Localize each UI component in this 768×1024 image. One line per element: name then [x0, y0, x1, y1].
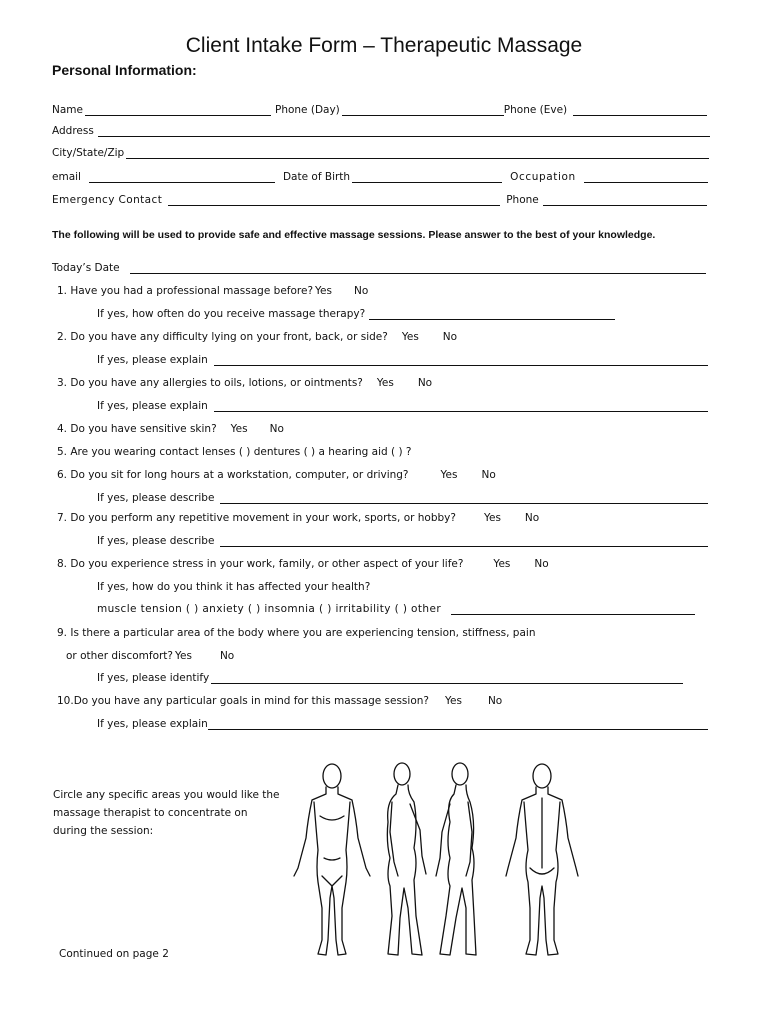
phone-eve-label: Phone (Eve) [503, 104, 568, 116]
yes-option[interactable]: Yes [440, 469, 458, 481]
email-row [52, 171, 708, 183]
question-text: 2. Do you have any difficulty lying on your front, back, or side? [57, 331, 388, 343]
question-text: 10.Do you have any particular goals in mind for this massage session? [57, 695, 429, 707]
question-6-followup [97, 492, 708, 504]
back-body-figure[interactable] [506, 764, 578, 955]
question-6 [57, 469, 496, 481]
question-text: 8. Do you experience stress in your work, family, or other aspect of your life? [57, 558, 464, 570]
followup-options-label: muscle tension ( ) anxiety ( ) insomnia ( ) irritability ( ) other [97, 603, 442, 615]
question-10-followup [97, 718, 708, 730]
followup-label: If yes, please describe [97, 492, 215, 504]
yes-option[interactable]: Yes [175, 650, 192, 662]
question-2-followup [97, 354, 708, 366]
question-9-followup [97, 672, 683, 684]
followup-field[interactable] [214, 354, 708, 366]
followup-label: If yes, please identify [97, 672, 210, 684]
yes-option[interactable]: Yes [376, 377, 394, 389]
followup-label: If yes, please explain [97, 400, 208, 412]
body-diagram[interactable] [280, 758, 600, 963]
followup-field[interactable] [220, 492, 708, 504]
question-8-followup-options [97, 603, 695, 615]
question-9-cont [66, 650, 234, 662]
address-label: Address [52, 125, 94, 137]
followup-label: If yes, please explain [97, 718, 208, 730]
name-label: Name [52, 104, 83, 116]
no-option[interactable]: No [442, 331, 458, 343]
emergency-label: Emergency Contact [52, 194, 163, 206]
question-text: 1. Have you had a professional massage before? [57, 285, 314, 297]
emergency-field[interactable] [168, 194, 500, 206]
question-1-followup [97, 308, 615, 320]
email-label: email [52, 171, 81, 183]
address-field[interactable] [98, 125, 710, 137]
no-option[interactable]: No [524, 512, 540, 524]
no-option[interactable]: No [487, 695, 503, 707]
yes-option[interactable]: Yes [230, 423, 248, 435]
followup-field[interactable] [220, 535, 708, 547]
followup-label: If yes, how often do you receive massage therapy? [97, 308, 366, 320]
occupation-field[interactable] [584, 171, 708, 183]
question-7 [57, 512, 539, 524]
section-heading: Personal Information: [52, 62, 197, 78]
yes-option[interactable]: Yes [444, 695, 462, 707]
occupation-label: Occupation [510, 171, 576, 183]
followup-label: If yes, please explain [97, 354, 208, 366]
question-8-followup [97, 581, 370, 593]
no-option[interactable]: No [481, 469, 496, 481]
followup-label: If yes, please describe [97, 535, 215, 547]
dob-label: Date of Birth [282, 171, 351, 183]
followup-other-field[interactable] [451, 603, 695, 615]
question-text: 9. Is there a particular area of the body where you are experiencing tension, stiffness, pain [57, 627, 536, 639]
phone-label: Phone [506, 194, 539, 206]
followup-field[interactable] [369, 308, 615, 320]
city-field[interactable] [126, 147, 709, 159]
name-field[interactable] [85, 104, 271, 116]
city-label: City/State/Zip [52, 147, 125, 159]
dob-field[interactable] [352, 171, 502, 183]
yes-option[interactable]: Yes [401, 331, 419, 343]
no-option[interactable]: No [417, 377, 433, 389]
question-text-cont: or other discomfort? [66, 650, 173, 662]
phone-eve-field[interactable] [573, 104, 707, 116]
no-option[interactable]: No [269, 423, 284, 435]
today-label: Today’s Date [52, 262, 120, 274]
question-10 [57, 695, 502, 707]
question-3-followup [97, 400, 708, 412]
today-row [52, 262, 706, 274]
form-title: Client Intake Form – Therapeutic Massage [185, 34, 583, 57]
question-8 [57, 558, 549, 570]
phone-day-field[interactable] [342, 104, 504, 116]
no-option[interactable]: No [353, 285, 369, 297]
name-row [52, 104, 707, 116]
yes-option[interactable]: Yes [315, 285, 332, 297]
side-body-figure-left[interactable] [387, 763, 426, 955]
emergency-row [52, 194, 707, 206]
yes-option[interactable]: Yes [483, 512, 501, 524]
question-text: 3. Do you have any allergies to oils, lotions, or ointments? [57, 377, 363, 389]
instructions-text: The following will be used to provide safe and effective massage sessions. Please answer to the best of your knowledge. [52, 229, 656, 241]
question-2 [57, 331, 457, 343]
today-field[interactable] [130, 262, 706, 274]
no-option[interactable]: No [219, 650, 235, 662]
circle-instructions: Circle any specific areas you would like the massage therapist to concentrate on during the session: [53, 789, 280, 837]
followup-field[interactable] [214, 400, 708, 412]
phone-field[interactable] [543, 194, 707, 206]
followup-label: If yes, how do you think it has affected your health? [97, 581, 371, 593]
question-7-followup [97, 535, 708, 547]
question-text: 4. Do you have sensitive skin? [57, 423, 217, 435]
question-1 [57, 285, 368, 297]
address-row [52, 125, 710, 137]
no-option[interactable]: No [534, 558, 549, 570]
followup-field[interactable] [208, 718, 708, 730]
followup-field[interactable] [211, 672, 683, 684]
city-row [52, 147, 709, 159]
question-3 [57, 377, 432, 389]
yes-option[interactable]: Yes [493, 558, 511, 570]
question-4 [57, 423, 284, 435]
email-field[interactable] [89, 171, 275, 183]
continued-note: Continued on page 2 [59, 948, 169, 960]
front-body-figure[interactable] [294, 764, 370, 955]
question-text: 6. Do you sit for long hours at a workstation, computer, or driving? [57, 469, 409, 481]
side-body-figure-right[interactable] [436, 763, 476, 955]
phone-day-label: Phone (Day) [274, 104, 340, 116]
question-text: 7. Do you perform any repetitive movement in your work, sports, or hobby? [57, 512, 456, 524]
question-9 [57, 627, 535, 639]
question-5 [57, 446, 411, 458]
question-text: 5. Are you wearing contact lenses ( ) dentures ( ) a hearing aid ( ) ? [57, 446, 412, 458]
